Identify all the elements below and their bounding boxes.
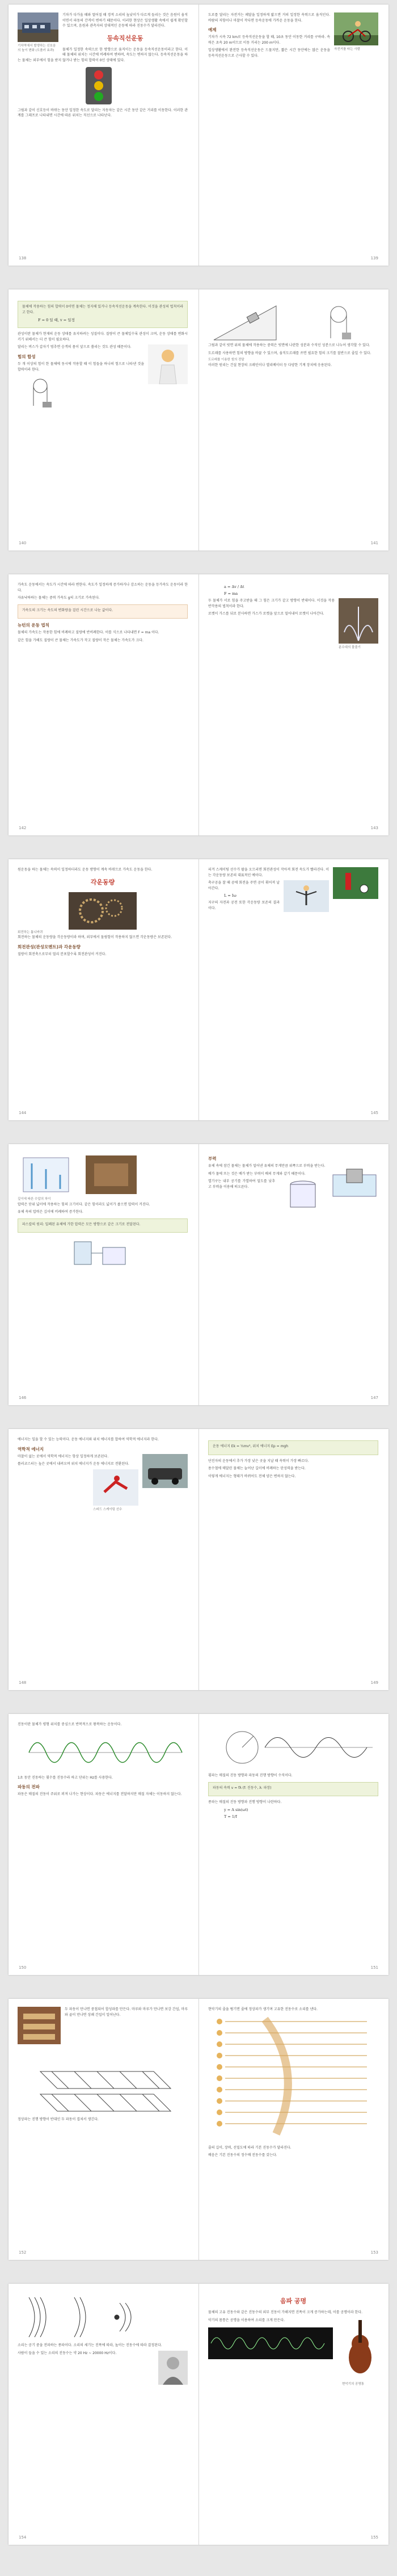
spread-1 (9, 5, 388, 266)
figure-cyclist (334, 12, 378, 52)
subheading: 부력 (208, 1156, 217, 1161)
paragraph: 배가 물에 뜨는 것은 배가 받는 부력이 배의 무게와 같기 때문이다. (208, 1171, 306, 1176)
paragraph: 물체의 가속도는 작용한 힘에 비례하고 질량에 반비례한다. 이를 식으로 나타내면 F = ma 이다. (18, 631, 159, 635)
spread-3 (9, 574, 388, 835)
paragraph: 소리는 공기 중을 전파하는 종파이다. 소리의 세기는 진폭에 따라, 높이는 진동수에 따라 결정된다. (18, 2343, 162, 2347)
box-text: 물체에 작용하는 힘의 합력이 0이면 물체는 정지해 있거나 등속직선운동을 계속한다. 이것을 관성의 법칙이라고 한다. (22, 305, 183, 314)
paragraph: 로켓이 가스를 뒤로 분사하면 가스가 로켓을 앞으로 밀어내어 로켓이 나아간다. (208, 612, 324, 616)
pressure-vessels-figure (18, 1152, 188, 1197)
section-heading: 각운동량 (90, 878, 115, 886)
page-right (208, 2292, 378, 2530)
page-number-right: 147 (370, 1396, 378, 1400)
info-box (18, 301, 188, 328)
paragraph: 압력은 단위 넓이에 작용하는 힘의 크기이다. 같은 힘이라도 넓이가 좁으면 압력이 커진다. (18, 1202, 150, 1207)
woman-photo (148, 344, 188, 384)
paragraph: 롤러코스터는 높은 곳에서 내려오며 위치 에너지가 운동 에너지로 전환된다. (18, 1462, 129, 1466)
page-number-left: 148 (19, 1680, 27, 1685)
figure-caption: 자전거를 타는 사람 (334, 48, 361, 51)
page-number-right: 139 (370, 256, 378, 260)
figure-violin (342, 2318, 378, 2387)
violin-photo (342, 2318, 378, 2380)
spread-5 (9, 1144, 388, 1405)
buoyancy-diagram (331, 1163, 378, 1197)
paragraph: 두 물체가 서로 힘을 주고받을 때 그 힘은 크기가 같고 방향이 반대이다. 이것을 작용 반작용의 법칙이라 한다. (208, 599, 335, 608)
paragraph: 유체 속의 압력은 깊이에 비례하여 증가한다. (18, 1210, 83, 1215)
subheading: 파동의 전파 (18, 1784, 40, 1790)
spread-6 (9, 1429, 388, 1690)
page-left (18, 2007, 188, 2245)
figure-instrument (18, 2007, 61, 2046)
figure-train (18, 12, 58, 53)
incline-diagram (208, 297, 378, 343)
box-equation: F = 0 일 때, v = 일정 (38, 318, 75, 323)
page-left (18, 1152, 188, 1390)
paragraph: 피겨 스케이팅 선수가 팔을 오므리면 회전관성이 작아져 회전 속도가 빨라진다. 이는 각운동량 보존의 대표적인 예이다. (208, 868, 329, 877)
page-number-left: 152 (19, 2250, 27, 2255)
traffic-light-figure (18, 66, 188, 106)
paragraph: 그림과 같이 신호등이 바뀌는 동안 일정한 속도로 달리는 자동차는 같은 시간 동안 같은 거리를 이동한다. 이러한 관계를 그래프로 나타내면 시간에 따른 위치는 직선으로 나타난다. (18, 108, 188, 118)
paragraph: 현악기의 줄을 튕기면 줄에 정상파가 생기며 고유한 진동수로 소리를 낸다. (208, 2007, 318, 2011)
paragraph: 물체가 일정한 속력으로 한 방향으로 움직이는 운동을 등속직선운동이라고 한다. 이때 물체의 위치는 시간에 비례하여 변하며, 속도는 변하지 않는다. 등속직선운동을 하는 물체는 외부에서 힘을 받지 않거나 받는 힘의 합력이 0인 상태에 있다. (18, 47, 188, 62)
paragraph: 두 개 이상의 힘이 한 물체에 동시에 작용할 때 이 힘들을 하나의 힘으로 나타낸 것을 합력이라 한다. (18, 362, 144, 372)
figure-skater (284, 880, 329, 914)
spread-8 (9, 1999, 388, 2260)
paragraph: 에너지는 일을 할 수 있는 능력이다. 운동 에너지와 위치 에너지를 합하여 역학적 에너지라 한다. (18, 1438, 159, 1442)
paragraph: 정상파는 진행 방향이 반대인 두 파동이 겹쳐서 생긴다. (18, 2117, 99, 2121)
skater-photo (284, 880, 329, 912)
paragraph: 가속도 운동에서는 속도가 시간에 따라 변한다. 속도가 일정하게 증가하거나 감소하는 운동을 등가속도 운동이라 한다. (18, 583, 188, 592)
paragraph: 물체의 고유 진동수와 같은 진동수의 외부 진동이 가해지면 진폭이 크게 증가하는데, 이를 공명이라 한다. (208, 2310, 363, 2314)
paragraph: 횡파는 매질의 진동 방향과 파동의 진행 방향이 수직이다. (208, 1774, 293, 1777)
figure-caption: 스피드 스케이팅 선수 (93, 1507, 123, 1511)
page-number-left: 140 (19, 541, 27, 545)
paragraph: 자유낙하하는 물체는 중력 가속도 g의 크기로 가속된다. (18, 596, 100, 600)
spread-7 (9, 1714, 388, 1975)
spread-4 (9, 859, 388, 1120)
harmonics-figure (208, 2015, 378, 2145)
paragraph: 회전하는 물체의 운동량을 각운동량이라 하며, 외부에서 돌림힘이 작용하지 않으면 각운동량은 보존된다. (18, 935, 172, 940)
figure-buoyancy (331, 1163, 378, 1200)
page-left (18, 1722, 188, 1960)
paragraph: 축구공을 찰 때 공에 회전을 주면 공이 휘어져 날아간다. (208, 881, 280, 890)
paragraph: 진동이란 물체가 평형 위치를 중심으로 반복적으로 왕복하는 운동이다. (18, 1722, 122, 1726)
box-text: 파스칼의 원리: 밀폐된 유체에 가한 압력은 모든 방향으로 같은 크기로 전달된다. (22, 1222, 141, 1226)
paragraph: 종파는 매질의 진동 방향과 진행 방향이 나란하다. (208, 1800, 282, 1805)
page-right (208, 2007, 378, 2245)
equation: L = Iω (224, 893, 236, 898)
page-number-right: 153 (370, 2250, 378, 2255)
box-text: 운동 에너지 Ek = ½mv², 위치 에너지 Ep = mgh (213, 1444, 289, 1448)
equation: T = 1/f (224, 1814, 237, 1819)
info-box (208, 1782, 378, 1797)
portrait-photo (158, 2351, 188, 2385)
subheading: 힘의 합성 (18, 354, 36, 359)
page-number-right: 141 (370, 541, 378, 545)
page-number-right: 143 (370, 826, 378, 830)
page-right (208, 867, 378, 1106)
section-heading: 음파 공명 (280, 2297, 307, 2305)
figure-caption: 깊이에 따른 수압의 차이 (18, 1197, 51, 1201)
figure-cylinder (279, 1179, 327, 1213)
page-left (18, 867, 188, 1106)
paragraph: 유체 속에 잠긴 물체는 물체가 밀어낸 유체의 무게만큼 위쪽으로 부력을 받는다. (208, 1164, 326, 1168)
speed-skater-photo (93, 1469, 138, 1506)
gear-figure (18, 891, 188, 931)
equation: y = A sin(ωt) (224, 1807, 248, 1812)
paragraph: 그림과 같이 빗면 위의 물체에 작용하는 중력은 빗면에 나란한 성분과 수직인 성분으로 나누어 생각할 수 있다. (208, 343, 370, 347)
paragraph: 배음은 기본 진동수의 정수배 진동수를 갖는다. (208, 2153, 277, 2158)
box-text: 가속도의 크기는 속도의 변화량을 걸린 시간으로 나눈 값이다. (22, 608, 113, 612)
paragraph: 이렇게 에너지는 형태가 바뀌어도 전체 양은 변하지 않는다. (208, 1474, 296, 1478)
figure-caption: 기차역에서 발생하는 신호음의 높이 변화 (도플러 효과) (18, 44, 56, 52)
paragraph: 도르래를 사용하면 힘의 방향을 바꿀 수 있으며, 움직도르래를 쓰면 필요한 힘의 크기를 절반으로 줄일 수 있다. (208, 351, 371, 355)
page-number-left: 154 (19, 2535, 27, 2540)
paragraph: 마찰이 없는 곳에서 역학적 에너지는 항상 일정하게 보존된다. (18, 1454, 109, 1459)
instrument-photo (18, 2007, 61, 2044)
figure-caption: 분수대의 물줄기 (339, 646, 361, 649)
paragraph: 악기의 몸통은 공명을 이용하여 소리를 크게 만든다. (208, 2318, 285, 2322)
page-number-right: 151 (370, 1965, 378, 1970)
subheading: 뉴턴의 운동 법칙 (18, 623, 49, 628)
page-right (208, 12, 378, 251)
pulley-diagram (18, 375, 86, 409)
page-right (208, 1722, 378, 1960)
info-box (18, 604, 188, 619)
lab-apparatus-figure (18, 1236, 188, 1270)
page-right (208, 297, 378, 536)
figure-soccer (333, 867, 378, 901)
page-number-left: 142 (19, 826, 27, 830)
paragraph: 열기구는 내부 공기를 가열하여 밀도를 낮추고 부력을 이용해 떠오른다. (208, 1179, 275, 1189)
page-right (208, 1152, 378, 1390)
vehicle-photo (142, 1454, 188, 1488)
page-left (18, 1437, 188, 1675)
paragraph: 같은 힘을 가해도 질량이 큰 물체는 가속도가 작고 질량이 작은 물체는 가속도가 크다. (18, 638, 143, 642)
paragraph: 단진자의 운동에서 추가 가장 낮은 곳을 지날 때 속력이 가장 빠르다. (208, 1459, 309, 1463)
subheading: 예제 (208, 27, 217, 33)
figure-caption: 회전하는 톱니바퀴 (18, 930, 43, 934)
paragraph: 용수철에 매달린 물체는 늘어난 길이에 비례하는 탄성력을 받는다. (208, 1466, 306, 1471)
info-box (18, 1218, 188, 1233)
page-number-left: 138 (19, 256, 27, 260)
paragraph: 달리는 버스가 갑자기 멈추면 승객의 몸이 앞으로 쏠리는 것도 관성 때문이다. (18, 345, 132, 350)
paragraph: 도로를 달리는 자전거는 페달을 일정하게 밟으면 거의 일정한 속력으로 움직인다. 바람의 저항이나 마찰이 작다면 등속운동에 가까운 운동을 한다. (208, 13, 330, 23)
page-number-left: 146 (19, 1396, 27, 1400)
subheading: 회전관성(관성모멘트)과 각운동량 (18, 944, 81, 949)
page-number-right: 149 (370, 1680, 378, 1685)
spread-9 (9, 2284, 388, 2545)
fountain-photo (339, 598, 378, 644)
standing-wave-lattice-figure (18, 2049, 188, 2117)
spread-2 (9, 289, 388, 551)
page-number-left: 144 (19, 1111, 27, 1115)
page-left (18, 2292, 188, 2530)
info-box (208, 1440, 378, 1455)
soccer-photo (333, 867, 378, 899)
page-number-left: 150 (19, 1965, 27, 1970)
paragraph: 기차가 다가올 때와 멀어질 때 경적 소리의 높낮이가 다르게 들리는 것은 음원이 움직이면서 파동의 간격이 변하기 때문이다. 이러한 현상은 일상생활 속에서 쉽게 확인할 수 있으며, 음원과 관측자의 상대적인 운동에 따라 진동수가 달라진다. (62, 13, 188, 28)
paragraph: 1초 동안 진동하는 횟수를 진동수라 하고 단위는 Hz를 사용한다. (18, 1775, 113, 1780)
figure-portrait (158, 2351, 188, 2387)
box-text: 파동의 속력 v = fλ (f: 진동수, λ: 파장) (213, 1785, 272, 1790)
section-heading: 등속직선운동 (107, 34, 143, 42)
paragraph: 사람이 들을 수 있는 소리의 진동수는 약 20 Hz ~ 20000 Hz이다. (18, 2351, 117, 2355)
page-right (208, 1437, 378, 1675)
figure-caption: 도르래를 이용한 힘의 전달 (208, 358, 244, 362)
page-left (18, 12, 188, 251)
paragraph: 줄의 길이, 장력, 선밀도에 따라 기본 진동수가 달라진다. (208, 2145, 292, 2150)
paragraph: 두 파동이 만나면 중첩되어 합성파를 만든다. 마루와 마루가 만나면 보강 간섭, 마루와 골이 만나면 상쇄 간섭이 일어난다. (65, 2007, 188, 2017)
paragraph: 이러한 원리는 건설 현장의 크레인이나 엘리베이터 등 다양한 기계 장치에 응용된다. (208, 363, 332, 367)
page-left (18, 297, 188, 536)
figure-fountain (339, 598, 378, 650)
page-right (208, 582, 378, 821)
figure-caption: 현악기의 공명통 (342, 2382, 364, 2386)
paragraph: 파동은 매질의 진동이 주위로 퍼져 나가는 현상이다. 파동은 에너지를 전달하지만 매질 자체는 이동하지 않는다. (18, 1792, 182, 1797)
page-number-right: 155 (370, 2535, 378, 2540)
sine-wave-figure (18, 1730, 188, 1775)
paragraph: 지구의 자전과 공전 또한 각운동량 보존의 결과이다. (208, 901, 280, 910)
paragraph: 원운동을 하는 물체는 속력이 일정하더라도 운동 방향이 계속 바뀌므로 가속도 운동을 한다. (18, 868, 153, 872)
paragraph: 일상생활에서 완전한 등속직선운동은 드물지만, 짧은 시간 동안에는 많은 운동을 등속직선운동으로 근사할 수 있다. (208, 48, 330, 58)
paragraph: 관성이란 물체가 현재의 운동 상태를 유지하려는 성질이다. 질량이 큰 물체일수록 관성이 크며, 운동 상태를 변화시키기 위해서는 더 큰 힘이 필요하다. (18, 332, 188, 342)
equation: F = ma (224, 591, 238, 596)
circular-motion-wave-figure (208, 1722, 378, 1773)
page-left (18, 582, 188, 821)
wavefront-figure (18, 2292, 188, 2343)
cyclist-photo (334, 12, 378, 45)
paragraph: 기차가 시속 72 km로 등속직선운동을 할 때, 10초 동안 이동한 거리를 구하라. 속력은 초속 20 m이므로 이동 거리는 200 m이다. (208, 35, 330, 45)
train-photo (18, 12, 58, 42)
figure-car (142, 1454, 188, 1490)
figure-skater (93, 1469, 138, 1512)
page-number-right: 145 (370, 1111, 378, 1115)
cylinder-diagram (279, 1179, 327, 1211)
figure-woman (148, 344, 188, 386)
oscilloscope-figure (208, 2327, 333, 2359)
subheading: 역학적 에너지 (18, 1446, 44, 1452)
equation: a = Δv / Δt (224, 585, 244, 589)
paragraph: 질량이 회전축으로부터 멀리 분포할수록 회전관성이 커진다. (18, 952, 107, 956)
